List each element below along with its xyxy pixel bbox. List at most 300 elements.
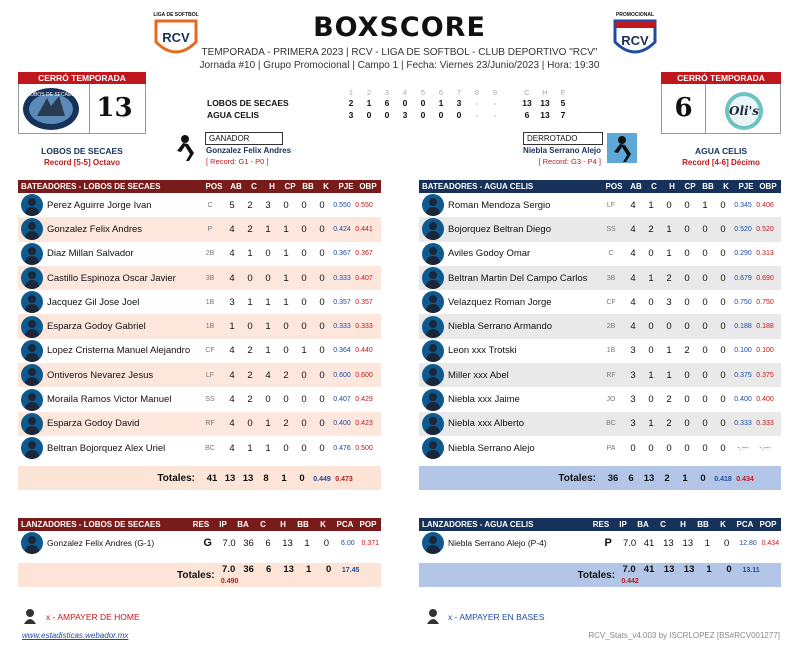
obp-value: 0.333 <box>756 420 774 428</box>
stat-value: 2 <box>247 369 253 381</box>
player-name: Miller xxx Abel <box>448 369 509 381</box>
pitcher-name: Gonzalez Felix Andres (G-1) <box>47 538 155 548</box>
player-name: Niebla Serrano Alejo <box>448 442 535 454</box>
result: P <box>604 537 612 549</box>
stat-value: 0 <box>648 442 654 454</box>
stat-value: 6 <box>265 537 271 549</box>
stat-value: 0 <box>301 199 307 211</box>
linescore-team: AGUA CELIS <box>207 110 260 120</box>
player-name: Lopez Cristerna Manuel Alejandro <box>47 345 191 357</box>
pje-value: 0.750 <box>734 298 752 306</box>
total-value: 2 <box>664 472 670 484</box>
stat-value: 41 <box>643 537 655 549</box>
obp-value: 0.333 <box>355 323 373 331</box>
batting-home-title: BATEADORES - LOBOS DE SECAES <box>21 182 161 191</box>
obp-value: 0.429 <box>355 396 373 404</box>
total-value: 0.418 <box>714 475 732 483</box>
avatar-icon <box>422 243 444 265</box>
pop-value: 0.371 <box>361 539 380 547</box>
pje-value: 0.476 <box>333 444 351 452</box>
inning-number: 4 <box>402 88 408 97</box>
batting-away-col-headers <box>601 182 779 191</box>
result: G <box>203 537 212 549</box>
away-record: Record [4-6] Décimo <box>682 158 760 167</box>
total-value: 41 <box>643 564 655 575</box>
stat-value: 0 <box>301 369 307 381</box>
position: BC <box>606 420 616 428</box>
inning-runs: 0 <box>366 110 372 120</box>
total-value: 7.0 <box>622 564 636 575</box>
player-name: Beltran Bojorquez Alex Uriel <box>47 442 166 454</box>
inning-runs: 0 <box>420 110 426 120</box>
obp-value: -.--- <box>759 444 771 452</box>
pje-value: 0.188 <box>734 323 752 331</box>
stat-value: 0 <box>283 199 289 211</box>
position: SS <box>205 396 215 404</box>
stat-value: 1 <box>229 321 235 333</box>
stat-value: 0 <box>648 394 654 406</box>
player-name: Aviles Godoy Omar <box>448 248 531 260</box>
winner-record: [ Record: G1 - P0 ] <box>206 157 269 166</box>
pca-value: 12.80 <box>739 539 757 547</box>
obp-value: 0.440 <box>355 347 373 355</box>
table-row <box>419 314 781 338</box>
avatar-icon <box>422 218 444 240</box>
inning-runs: 0 <box>420 98 426 108</box>
stat-value: 0 <box>702 345 708 357</box>
stat-value: 0 <box>301 248 307 260</box>
team-total: 5 <box>560 98 566 108</box>
stat-value: 0 <box>702 442 708 454</box>
total-value: 17.45 <box>341 567 360 574</box>
stat-value: 4 <box>229 394 235 406</box>
stat-value: 4 <box>229 369 235 381</box>
player-name: Castillo Espinoza Oscar Javier <box>47 272 176 284</box>
table-row <box>18 531 381 555</box>
stat-value: 4 <box>229 442 235 454</box>
stat-value: 0 <box>684 418 690 430</box>
totals-label: Totales: <box>577 569 616 581</box>
total-value: 0.442 <box>621 578 639 585</box>
stat-value: 0 <box>720 394 726 406</box>
table-row <box>18 363 381 387</box>
column-header: BB <box>302 182 314 191</box>
pje-value: 0.333 <box>333 274 351 282</box>
linescore-row <box>207 97 572 109</box>
stat-value: 1 <box>247 248 253 260</box>
column-header: BA <box>237 520 249 529</box>
inning-runs: - <box>475 98 479 108</box>
pje-value: 0.290 <box>734 250 752 258</box>
away-score: 6 <box>662 84 706 133</box>
position: LF <box>205 371 215 379</box>
pje-value: 0.520 <box>734 225 752 233</box>
totals-values <box>219 564 381 586</box>
stat-value: 1 <box>666 345 672 357</box>
column-header: PCA <box>336 520 354 529</box>
table-row <box>18 387 381 411</box>
column-header: K <box>723 182 729 191</box>
stat-value: 0 <box>319 369 325 381</box>
stat-value: 0 <box>301 394 307 406</box>
table-row <box>419 436 781 460</box>
stat-value: 0 <box>265 248 271 260</box>
stat-value: 0 <box>684 248 690 260</box>
loser-tag: DERROTADO <box>523 132 603 145</box>
stat-value: 0 <box>301 442 307 454</box>
pitching-table-away <box>419 518 781 587</box>
pje-value: 0.400 <box>734 396 752 404</box>
table-row <box>419 290 781 314</box>
total-header: C <box>524 88 530 97</box>
stat-value: 0 <box>319 272 325 284</box>
batting-away-header <box>419 180 781 193</box>
away-logo-text: Oli's <box>729 103 759 118</box>
obp-value: 0.100 <box>756 347 774 355</box>
avatar-icon <box>21 194 43 216</box>
stat-value: 1 <box>648 199 654 211</box>
home-status: CERRÓ TEMPORADA <box>18 72 146 84</box>
table-row <box>18 290 381 314</box>
position: SS <box>606 225 616 233</box>
avatar-icon <box>422 267 444 289</box>
stat-value: 0 <box>702 418 708 430</box>
position: CF <box>205 347 215 355</box>
column-header: OBP <box>759 182 777 191</box>
stat-value: 0 <box>720 369 726 381</box>
total-value: 0.449 <box>313 475 331 483</box>
batting-away-rows <box>419 193 781 460</box>
player-name: Niebla xxx Alberto <box>448 418 525 430</box>
pje-value: 0.424 <box>333 225 351 233</box>
stat-value: 0 <box>319 223 325 235</box>
total-value: 0.473 <box>335 475 353 483</box>
table-row <box>419 412 781 436</box>
table-row <box>419 387 781 411</box>
avatar-icon <box>422 194 444 216</box>
stat-value: 0 <box>319 199 325 211</box>
pje-value: 0.357 <box>333 298 351 306</box>
loser-pitcher-icon <box>607 133 637 163</box>
stat-value: 0 <box>265 272 271 284</box>
position: C <box>207 201 213 209</box>
stat-value: 4 <box>630 199 636 211</box>
stat-value: 0 <box>684 321 690 333</box>
inning-number: 2 <box>366 88 372 97</box>
position: RF <box>205 420 215 428</box>
obp-value: 0.313 <box>756 250 774 258</box>
total-headers <box>518 87 572 97</box>
stat-value: 0 <box>648 296 654 308</box>
column-header: POS <box>205 182 223 191</box>
obp-value: 0.375 <box>756 371 774 379</box>
avatar-icon <box>21 218 43 240</box>
total-value: 41 <box>206 472 218 484</box>
total-value: 13 <box>224 472 236 484</box>
totals-values <box>604 473 756 484</box>
stat-value: 0 <box>720 248 726 260</box>
stat-value: 1 <box>666 248 672 260</box>
position: CF <box>606 298 616 306</box>
inning-number: 5 <box>420 88 426 97</box>
stat-value: 0 <box>684 272 690 284</box>
stat-value: 4 <box>630 272 636 284</box>
obp-value: 0.441 <box>355 225 373 233</box>
position: 1B <box>606 347 616 355</box>
player-name: Niebla Serrano Armando <box>448 321 553 333</box>
column-header: H <box>280 520 286 529</box>
table-row <box>419 266 781 290</box>
stat-value: 1 <box>265 321 271 333</box>
total-value: 0 <box>325 564 332 575</box>
inning-runs: 0 <box>456 110 462 120</box>
obp-value: 0.750 <box>756 298 774 306</box>
stat-value: 0 <box>684 199 690 211</box>
stat-value: 0 <box>720 199 726 211</box>
stat-value: 1 <box>666 369 672 381</box>
total-value: 6 <box>628 472 634 484</box>
stat-value: 0 <box>720 296 726 308</box>
total-value: 0 <box>726 564 732 575</box>
stat-value: 0 <box>702 296 708 308</box>
stat-value: 0 <box>720 345 726 357</box>
pje-value: 0.333 <box>333 323 351 331</box>
stat-value: 4 <box>229 223 235 235</box>
table-row <box>419 531 781 555</box>
column-header: RES <box>592 520 610 529</box>
stat-value: 2 <box>666 394 672 406</box>
column-header: C <box>260 520 266 529</box>
stat-value: 0 <box>319 248 325 260</box>
home-team-logo <box>19 86 89 132</box>
pitching-away-totals <box>419 563 781 587</box>
home-record: Record [5-5] Octavo <box>43 158 121 167</box>
stat-value: 0 <box>684 369 690 381</box>
stat-value: 0 <box>684 296 690 308</box>
stat-value: 0 <box>323 537 330 549</box>
batting-home-totals <box>18 466 381 490</box>
player-name: Diaz Millan Salvador <box>47 248 134 260</box>
stat-value: 1 <box>265 418 271 430</box>
column-header: PJE <box>338 182 354 191</box>
stat-value: 0 <box>319 345 325 357</box>
stat-value: 0 <box>702 223 708 235</box>
table-row <box>18 314 381 338</box>
stat-value: 0 <box>301 272 307 284</box>
stat-value: 0 <box>702 369 708 381</box>
team-total: 13 <box>540 110 550 120</box>
inning-runs: 1 <box>366 98 372 108</box>
pje-value: 0.407 <box>333 396 351 404</box>
pje-value: 0.364 <box>333 347 351 355</box>
avatar-icon <box>21 267 43 289</box>
stat-value: 4 <box>229 418 235 430</box>
obp-value: 0.690 <box>756 274 774 282</box>
loser-record: [ Record: G3 - P4 ] <box>538 157 601 166</box>
position: 3B <box>606 274 616 282</box>
stat-value: 1 <box>704 537 710 549</box>
stat-value: 7.0 <box>222 537 236 549</box>
loser-name: Niebla Serrano Alejo <box>523 146 601 155</box>
stat-value: 0 <box>247 272 253 284</box>
column-header: POP <box>759 520 777 529</box>
stat-value: 1 <box>247 296 253 308</box>
pitching-home-totals <box>18 563 381 587</box>
column-header: AB <box>630 182 642 191</box>
stat-value: 0 <box>265 394 271 406</box>
table-row <box>18 339 381 363</box>
avatar-icon <box>422 532 444 554</box>
inning-runs: 0 <box>384 110 390 120</box>
player-name: Gonzalez Felix Andres <box>47 223 143 235</box>
column-header: BB <box>297 520 309 529</box>
umpire-icon <box>22 608 38 624</box>
batting-home-col-headers <box>201 182 379 191</box>
version-info: RCV_Stats_v4.003 by ISCRLOPEZ [BS#RCV001277] <box>588 631 780 640</box>
player-name: Roman Mendoza Sergio <box>448 199 551 211</box>
total-value: 13.11 <box>742 567 760 574</box>
stat-value: 2 <box>684 345 690 357</box>
position: BC <box>205 444 215 452</box>
pca-value: 6.00 <box>341 539 355 547</box>
pje-value: 0.375 <box>734 371 752 379</box>
stat-value: 0 <box>247 321 253 333</box>
stat-value: 7.0 <box>622 537 637 549</box>
stat-value: 4 <box>229 248 235 260</box>
column-header: BB <box>697 520 709 529</box>
stat-value: 1 <box>648 418 654 430</box>
inning-number: 6 <box>438 88 444 97</box>
stat-value: 0 <box>630 442 636 454</box>
home-umpire: x - AMPAYER DE HOME <box>46 612 140 622</box>
stat-value: 5 <box>229 199 235 211</box>
player-name: Esparza Godoy Gabriel <box>47 321 146 333</box>
total-value: 1 <box>281 472 287 484</box>
stat-value: 4 <box>229 272 235 284</box>
away-name: AGUA CELIS <box>694 146 748 156</box>
obp-value: 0.550 <box>355 201 373 209</box>
season-line: TEMPORADA - PRIMERA 2023 | RCV - LIGA DE SOFTBOL - CLUB DEPORTIVO "RCV" <box>201 47 598 58</box>
player-name: Esparza Godoy David <box>47 418 140 430</box>
obp-value: 0.423 <box>355 420 373 428</box>
total-value: 13 <box>643 472 655 484</box>
table-row <box>419 339 781 363</box>
table-row <box>18 266 381 290</box>
page-title: BOXSCORE <box>313 12 486 43</box>
totals-values <box>619 564 781 586</box>
stat-value: 1 <box>702 199 708 211</box>
column-header: CP <box>284 182 296 191</box>
stat-value: 0 <box>301 321 307 333</box>
linescore-row <box>207 109 572 121</box>
column-header: IP <box>619 520 627 529</box>
stat-value: 0 <box>720 442 726 454</box>
away-score-box <box>661 84 781 134</box>
winner-tag: GANADOR <box>205 132 283 145</box>
position: 2B <box>205 250 215 258</box>
stat-value: 0 <box>684 442 690 454</box>
total-value: 8 <box>263 472 269 484</box>
totals-label: Totales: <box>157 472 195 484</box>
home-score: 13 <box>89 84 139 133</box>
table-row <box>419 363 781 387</box>
total-value: 0 <box>299 472 305 484</box>
position: RF <box>606 371 616 379</box>
stat-value: 2 <box>247 223 253 235</box>
stat-value: 2 <box>666 418 672 430</box>
table-row <box>18 217 381 241</box>
obp-value: 0.400 <box>756 396 774 404</box>
obp-value: 0.357 <box>355 298 373 306</box>
away-team-logo <box>706 86 780 132</box>
inning-runs: - <box>475 110 479 120</box>
position: 1B <box>205 323 215 331</box>
stat-value: 0 <box>319 394 325 406</box>
pitching-table-home <box>18 518 381 587</box>
column-header: RES <box>192 520 210 529</box>
stat-value: 3 <box>630 369 636 381</box>
stat-value: 0 <box>702 394 708 406</box>
stat-value: 0 <box>319 321 325 333</box>
column-header: OBP <box>359 182 377 191</box>
column-header: BA <box>637 520 649 529</box>
league-logo-label: LIGA DE SOFTBOL <box>153 12 199 18</box>
player-name: Velazquez Roman Jorge <box>448 296 552 308</box>
avatar-icon <box>422 389 444 411</box>
stat-value: 1 <box>648 272 654 284</box>
stat-value: 0 <box>720 418 726 430</box>
pitching-away-title: LANZADORES - AGUA CELIS <box>422 520 534 529</box>
linescore-rows <box>207 97 572 121</box>
inning-number: 9 <box>492 88 498 97</box>
stat-value: 3 <box>630 345 636 357</box>
home-score-box <box>18 84 146 134</box>
total-value: 0.490 <box>220 578 239 585</box>
pje-value: 0.679 <box>734 274 752 282</box>
stat-value: 0 <box>684 394 690 406</box>
inning-number: 8 <box>474 88 480 97</box>
column-header: BB <box>702 182 714 191</box>
pitching-home-header <box>18 518 381 531</box>
stat-value: 1 <box>283 272 289 284</box>
stat-value: 0 <box>702 321 708 333</box>
pitching-home-rows <box>18 531 381 555</box>
totals-values <box>203 473 355 484</box>
column-header: CP <box>684 182 696 191</box>
avatar-icon <box>21 316 43 338</box>
table-row <box>419 193 781 217</box>
pitcher-name: Niebla Serrano Alejo (P-4) <box>448 538 547 548</box>
stat-value: 0 <box>702 272 708 284</box>
stat-value: 1 <box>265 345 271 357</box>
column-header: POP <box>359 520 377 529</box>
stat-value: 0 <box>283 321 289 333</box>
inning-headers <box>342 87 504 97</box>
column-header: K <box>720 520 726 529</box>
pje-value: 0.550 <box>333 201 351 209</box>
total-value: 13 <box>242 472 254 484</box>
stat-value: 0 <box>301 296 307 308</box>
stat-value: 0 <box>319 296 325 308</box>
position: P <box>207 225 213 233</box>
stat-value: 0 <box>247 418 253 430</box>
away-status: CERRÓ TEMPORADA <box>661 72 781 84</box>
stat-value: 4 <box>630 296 636 308</box>
column-header: H <box>680 520 686 529</box>
website-link[interactable]: www.estadisticas.webador.mx <box>22 631 129 640</box>
pje-value: 0.345 <box>734 201 752 209</box>
inning-runs: 3 <box>402 110 408 120</box>
